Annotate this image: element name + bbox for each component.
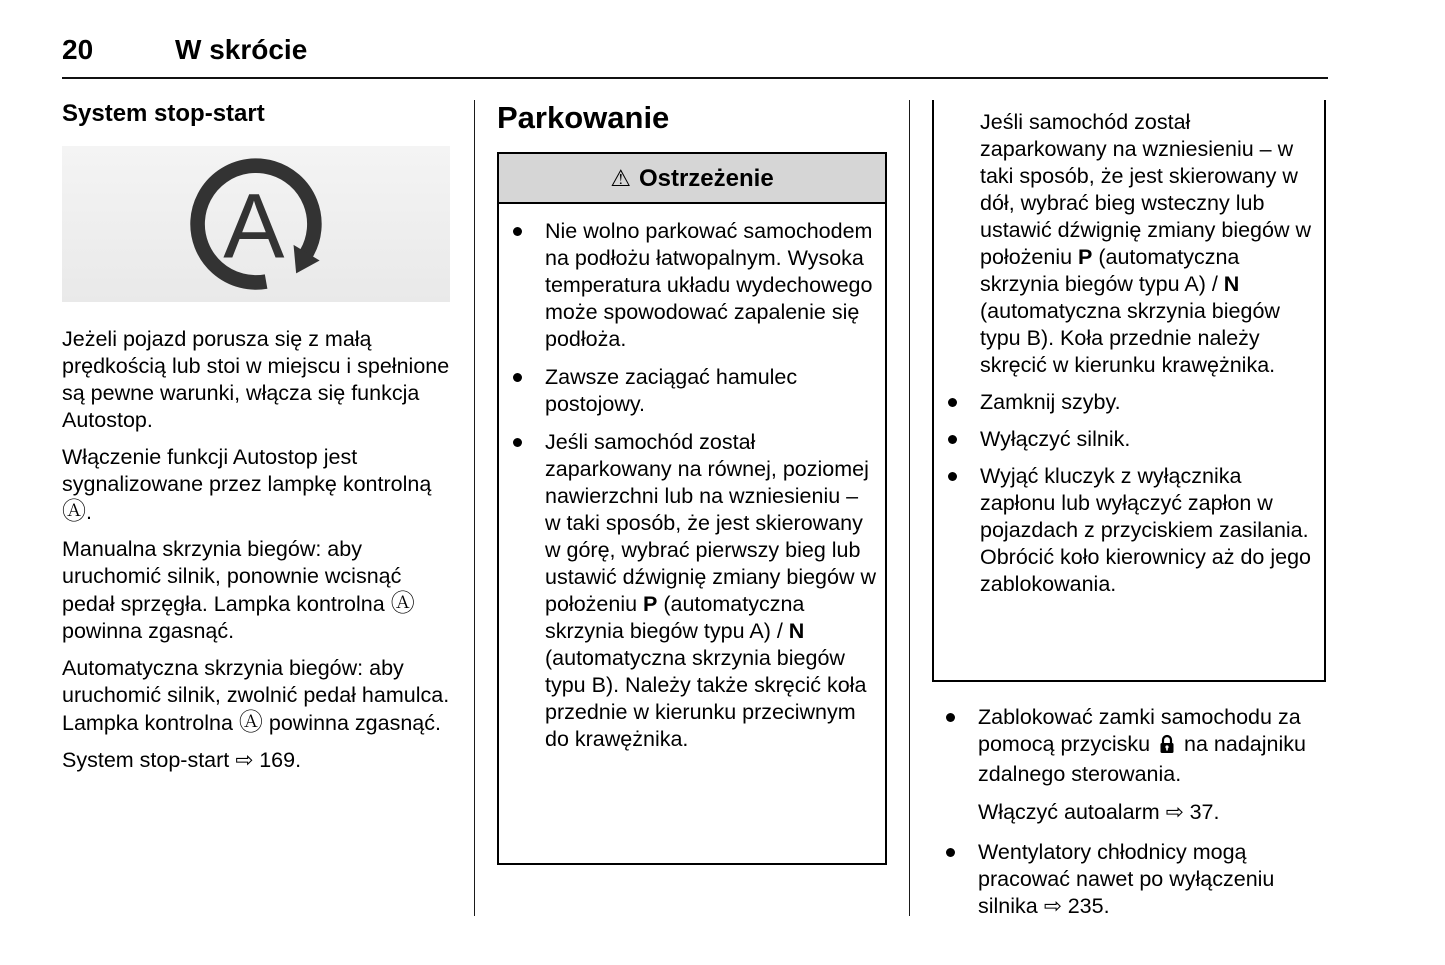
column-separator-left [474, 100, 475, 916]
warning-box [497, 152, 887, 865]
column-parking-continued [932, 100, 1326, 931]
gear-position-p: P [643, 592, 658, 616]
warning-box-body [497, 204, 887, 865]
warning-triangle-icon: ⚠ [610, 164, 631, 191]
bullet-marker [948, 435, 957, 444]
page-section-title: W skrócie [175, 34, 308, 65]
cross-reference-autoalarm: Włączyć autoalarm ⇨ 37. [978, 800, 1220, 824]
autostop-indicator-icon: Ⓐ [62, 498, 86, 525]
warning-title: Ostrzeżenie [638, 164, 774, 192]
warning-item-switch-off-engine: Wyłączyć silnik. [934, 426, 1318, 453]
warning-box-continuation [932, 100, 1326, 682]
column-parking [497, 100, 887, 865]
stop-start-symbol-box [62, 146, 450, 302]
autostop-indicator-icon: Ⓐ [238, 709, 263, 736]
bullet-marker [513, 227, 522, 236]
bullet-marker [513, 373, 522, 382]
bullet-marker [946, 713, 955, 722]
bullet-marker [948, 472, 957, 481]
svg-text:A: A [223, 175, 285, 278]
gear-position-n: N [788, 619, 805, 643]
column-stop-start [62, 100, 450, 774]
page-header [62, 34, 307, 66]
column-separator-right [909, 100, 910, 916]
parking-list-continued [932, 704, 1326, 920]
gear-position-p: P [1078, 245, 1093, 269]
autostop-a-icon [183, 151, 329, 297]
warning-item-parking-brake: Zawsze zaciągać hamulec postojowy. [499, 364, 879, 418]
warning-item-remove-key: Wyjąć kluczyk z wyłącznika zapłonu lub wyłączyć zapłon w pojazdach z przyciskiem zasilania. Obrócić koło kierownicy aż do jego zablokowania. [934, 463, 1318, 598]
gear-position-n: N [1223, 272, 1240, 296]
bullet-marker [946, 848, 955, 857]
header-divider [62, 77, 1328, 79]
stop-start-heading: System stop-start [62, 100, 265, 127]
lock-icon [1159, 734, 1175, 761]
paragraph-manual-gearbox: Manualna skrzynia biegów: aby uruchomić silnik, ponownie wcisnąć pedał sprzęgła. Lampka kontrolna Ⓐ powinna zgasnąć. [62, 537, 415, 643]
list-item-radiator-fans: Wentylatory chłodnicy mogą pracować nawet po wyłączeniu silnika ⇨ 235. [932, 839, 1326, 920]
bullet-marker [948, 398, 957, 407]
bullet-marker [513, 438, 522, 447]
warning-box-header [497, 152, 887, 204]
warning-item-flammable-ground: Nie wolno parkować samochodem na podłożu łatwopalnym. Wysoka temperatura układu wydechowego może spowodować zapalenie się podłoża. [499, 218, 879, 353]
paragraph-automatic-gearbox: Automatyczna skrzynia biegów: aby uruchomić silnik, zwolnić pedał hamulca. Lampka kontrolna Ⓐ powinna zgasnąć. [62, 656, 450, 736]
page-number: 20 [62, 34, 94, 65]
autostop-indicator-icon: Ⓐ [390, 590, 415, 617]
warning-item-downhill-parking: Jeśli samochód został zaparkowany na wzniesieniu – w taki sposób, że jest skierowany w dół, wybrać bieg wsteczny lub ustawić dźwignię zmiany biegów w położeniu P (automatyczna skrzynia biegów typu A) / N (automatyczna skrzynia biegów typu B). Koła przednie należy skręcić w kierunku krawężnika. [980, 110, 1312, 377]
warning-item-uphill-parking: Jeśli samochód został zaparkowany na równej, poziomej nawierzchni lub na wzniesieniu – w taki sposób, że jest skierowany w górę, wybrać pierwszy bieg lub ustawić dźwignię zmiany biegów w położeniu P (automatyczna skrzynia biegów typu A) / N (automatyczna skrzynia biegów typu B). Należy także skręcić koła przednie w kierunku przeciwnym do krawężnika. [499, 429, 879, 753]
list-item-lock-vehicle: Zablokować zamki samochodu za pomocą przycisku na nadajniku zdalnego sterowania. [932, 704, 1326, 788]
parking-heading: Parkowanie [497, 100, 670, 135]
paragraph-autostop-intro: Jeżeli pojazd porusza się z małą prędkością lub stoi w miejscu i spełnione są pewne warunki, włącza się funkcja Autostop. [62, 327, 450, 432]
warning-item-close-windows: Zamknij szyby. [934, 389, 1318, 416]
cross-reference-stop-start: System stop-start ⇨ 169. [62, 748, 302, 772]
paragraph-autostop-lamp: Włączenie funkcji Autostop jest sygnalizowane przez lampkę kontrolną Ⓐ. [62, 445, 432, 525]
